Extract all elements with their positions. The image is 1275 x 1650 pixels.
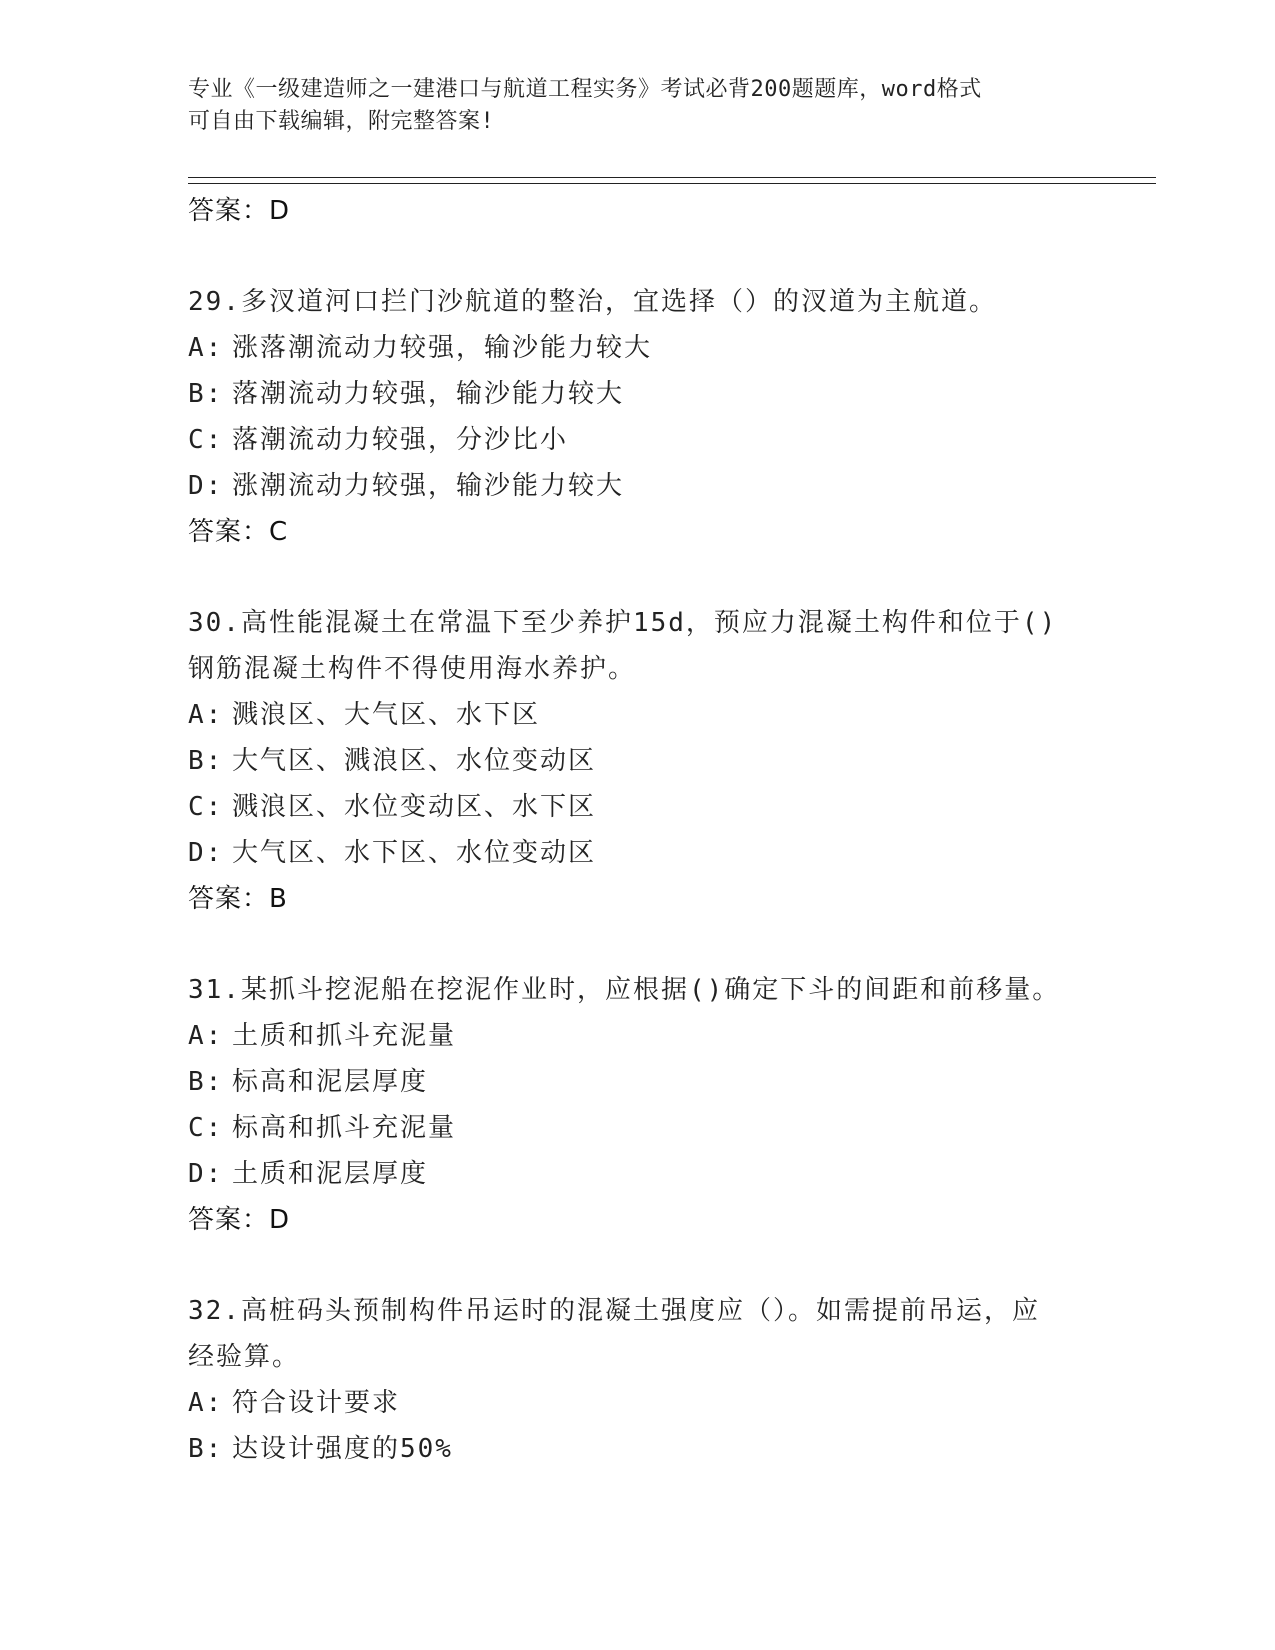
option-b: B: 大气区、溅浪区、水位变动区 xyxy=(188,746,597,776)
option-c: C: 标高和抓斗充泥量 xyxy=(188,1113,457,1143)
question-text-continued: 钢筋混凝土构件不得使用海水养护。 xyxy=(188,654,637,684)
header-line-1: 专业《一级建造师之一建港口与航道工程实务》考试必背200题题库，word格式 xyxy=(188,77,982,102)
question-30 xyxy=(188,600,1088,922)
option-a: A: 涨落潮流动力较强，输沙能力较大 xyxy=(188,333,653,363)
option-b: B: 标高和泥层厚度 xyxy=(188,1067,429,1097)
document-header xyxy=(188,74,1088,138)
answer: 答案：C xyxy=(188,517,289,547)
answer: 答案：D xyxy=(188,1205,291,1235)
option-d: D: 大气区、水下区、水位变动区 xyxy=(188,838,597,868)
answer: 答案：B xyxy=(188,884,288,914)
question-text: 30.高性能混凝土在常温下至少养护15d，预应力混凝土构件和位于() xyxy=(188,608,1058,638)
header-line-2: 可自由下载编辑，附完整答案! xyxy=(188,109,495,134)
option-a: A: 土质和抓斗充泥量 xyxy=(188,1021,457,1051)
header-divider-bottom xyxy=(188,183,1156,184)
document-body xyxy=(188,188,1088,1472)
option-c: C: 溅浪区、水位变动区、水下区 xyxy=(188,792,597,822)
question-31 xyxy=(188,967,1088,1243)
option-b: B: 落潮流动力较强，输沙能力较大 xyxy=(188,379,625,409)
question-text: 29.多汊道河口拦门沙航道的整治，宜选择（）的汊道为主航道。 xyxy=(188,287,997,317)
question-text-continued: 经验算。 xyxy=(188,1342,301,1372)
answer-previous: 答案：D xyxy=(188,196,291,226)
option-a: A: 溅浪区、大气区、水下区 xyxy=(188,700,541,730)
question-32 xyxy=(188,1288,1088,1472)
option-b: B: 达设计强度的50% xyxy=(188,1434,453,1464)
option-c: C: 落潮流动力较强，分沙比小 xyxy=(188,425,569,455)
question-text: 32.高桩码头预制构件吊运时的混凝土强度应（）。如需提前吊运，应 xyxy=(188,1296,1040,1326)
option-d: D: 土质和泥层厚度 xyxy=(188,1159,429,1189)
option-d: D: 涨潮流动力较强，输沙能力较大 xyxy=(188,471,625,501)
header-divider-top xyxy=(188,177,1156,178)
question-text: 31.某抓斗挖泥船在挖泥作业时，应根据()确定下斗的间距和前移量。 xyxy=(188,975,1061,1005)
question-29 xyxy=(188,279,1088,555)
option-a: A: 符合设计要求 xyxy=(188,1388,401,1418)
